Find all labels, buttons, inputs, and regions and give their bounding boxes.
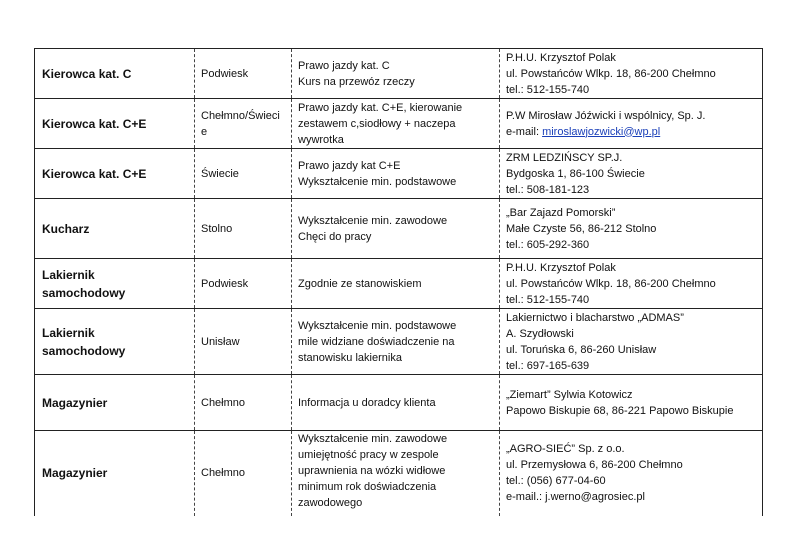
position-cell: Magazynier: [35, 431, 195, 516]
employer-cell: „Ziemart” Sylwia Kotowicz Papowo Biskupie 68, 86-221 Papowo Biskupie: [500, 375, 763, 431]
employer-cell: P.H.U. Krzysztof Polak ul. Powstańców Wlkp. 18, 86-200 Chełmno tel.: 512-155-740: [500, 259, 763, 309]
employer-cell: „AGRO-SIEĆ” Sp. z o.o. ul. Przemysłowa 6, 86-200 Chełmno tel.: (056) 677-04-60 e-mail.: j.werno@agrosiec.pl: [500, 431, 763, 516]
employer-cell: P.H.U. Krzysztof Polak ul. Powstańców Wlkp. 18, 86-200 Chełmno tel.: 512-155-740: [500, 49, 763, 99]
position-cell: Kucharz: [35, 199, 195, 259]
position-cell: Magazynier: [35, 375, 195, 431]
job-offers-table: [34, 48, 763, 516]
location-cell: Chełmno: [195, 431, 292, 516]
location-cell: Chełmno: [195, 375, 292, 431]
requirements-cell: Wykształcenie min. zawodowe umiejętność pracy w zespole uprawnienia na wózki widłowe minimum rok doświadczenia zawodowego: [292, 431, 500, 516]
table-row: [35, 49, 763, 99]
location-cell: Podwiesk: [195, 259, 292, 309]
requirements-cell: Zgodnie ze stanowiskiem: [292, 259, 500, 309]
position-cell: Lakiernik samochodowy: [35, 259, 195, 309]
requirements-cell: Prawo jazdy kat C+E Wykształcenie min. podstawowe: [292, 149, 500, 199]
employer-cell: ZRM LEDZIŃSCY SP.J. Bydgoska 1, 86-100 Świecie tel.: 508-181-123: [500, 149, 763, 199]
employer-cell: „Bar Zajazd Pomorski” Małe Czyste 56, 86-212 Stolno tel.: 605-292-360: [500, 199, 763, 259]
requirements-cell: Informacja u doradcy klienta: [292, 375, 500, 431]
location-cell: Chełmno/Świecie: [195, 99, 292, 149]
employer-cell: Lakiernictwo i blacharstwo „ADMAS” A. Szydłowski ul. Toruńska 6, 86-260 Unisław tel.: 697-165-639: [500, 309, 763, 375]
table-row: [35, 149, 763, 199]
requirements-cell: Prawo jazdy kat. C Kurs na przewóz rzeczy: [292, 49, 500, 99]
email-link[interactable]: miroslawjozwicki@wp.pl: [542, 125, 661, 138]
requirements-cell: Wykształcenie min. podstawowe mile widziane doświadczenie na stanowisku lakiernika: [292, 309, 500, 375]
table-row: [35, 199, 763, 259]
requirements-cell: Prawo jazdy kat. C+E, kierowanie zestawem c,siodłowy + naczepa wywrotka: [292, 99, 500, 149]
table-row: [35, 309, 763, 375]
table-row: [35, 431, 763, 516]
location-cell: Świecie: [195, 149, 292, 199]
position-cell: Kierowca kat. C+E: [35, 99, 195, 149]
requirements-cell: Wykształcenie min. zawodowe Chęci do pracy: [292, 199, 500, 259]
location-cell: Stolno: [195, 199, 292, 259]
table-row: [35, 259, 763, 309]
location-cell: Podwiesk: [195, 49, 292, 99]
position-cell: Kierowca kat. C: [35, 49, 195, 99]
location-cell: Unisław: [195, 309, 292, 375]
table-row: [35, 99, 763, 149]
employer-cell: P.W Mirosław Jóźwicki i wspólnicy, Sp. J. e-mail: miroslawjozwicki@wp.pl: [500, 99, 763, 149]
table-row: [35, 375, 763, 431]
position-cell: Lakiernik samochodowy: [35, 309, 195, 375]
position-cell: Kierowca kat. C+E: [35, 149, 195, 199]
